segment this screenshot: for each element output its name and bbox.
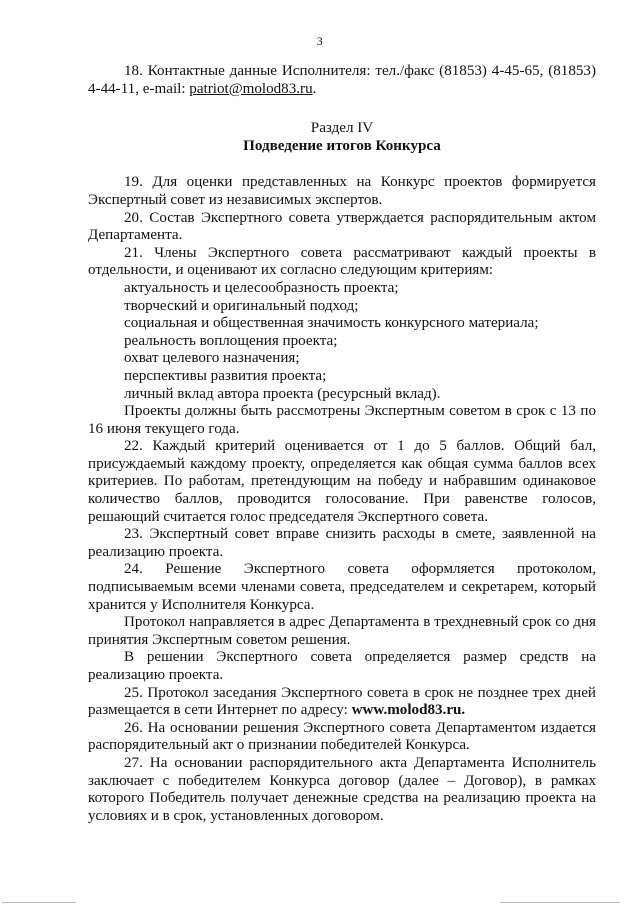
paragraph-24-protocol: Протокол направляется в адрес Департамента в трехдневный срок со дня принятия Экспертным советом решения. <box>88 614 596 648</box>
section-title: Раздел IV <box>310 120 374 137</box>
paragraph-24: 24. Решение Экспертного совета оформляется протоколом, подписываемым всеми членами совета, председателем и секретарем, который хранится у Исполнителя Конкурса. <box>88 561 596 613</box>
website-address: www.molod83.ru. <box>351 702 466 719</box>
paragraph-24-funds: В решении Экспертного совета определяется размер средств на реализацию проекта. <box>88 649 596 683</box>
contact-email-link[interactable]: patriot@molod83.ru <box>189 80 313 97</box>
section-subtitle: Подведение итогов Конкурса <box>243 137 441 154</box>
criteria-list <box>88 280 596 403</box>
document-body <box>88 63 596 825</box>
contact-text: 18. Контактные данные Исполнителя: тел./факс (81853) 4-45-65, (81853) 4-44-11, e-mail: <box>88 63 596 97</box>
contact-paragraph <box>88 63 596 98</box>
criteria-item: творческий и оригинальный подход; <box>124 297 359 314</box>
paragraph-26: 26. На основании решения Экспертного совета Департаментом издается распорядительный акт о признании победителей Конкурса. <box>88 719 596 754</box>
criteria-item: реальность воплощения проекта; <box>124 332 338 349</box>
paragraph-19: 19. Для оценки представленных на Конкурс проектов формируется Экспертный совет из независимых экспертов. <box>88 174 596 208</box>
paragraph-23: 23. Экспертный совет вправе снизить расходы в смете, заявленной на реализацию проекта. <box>88 526 596 560</box>
paragraph-20: 20. Состав Экспертного совета утверждается распорядительным актом Департамента. <box>88 209 596 244</box>
paragraph-21-deadline: Проекты должны быть рассмотрены Экспертным советом в срок с 13 по 16 июня текущего года. <box>88 403 596 437</box>
paragraph-25 <box>88 685 596 720</box>
criteria-item: актуальность и целесообразность проекта; <box>124 279 399 296</box>
bottom-edge-mark-left <box>2 902 76 903</box>
criteria-item: охват целевого назначения; <box>124 350 300 367</box>
criteria-item: личный вклад автора проекта (ресурсный вклад). <box>124 385 441 402</box>
section-heading <box>88 120 596 155</box>
bottom-edge-mark-right <box>500 902 620 903</box>
paragraph-22: 22. Каждый критерий оценивается от 1 до 5 баллов. Общий бал, присуждаемый каждому проекту, определяется как общая сумма баллов всех критериев. По работам, претендующим на победу и набравшим одинаковое количество баллов, проводится голосование. При равенстве голосов, решающий считается голос председателя Экспертного совета. <box>88 438 596 525</box>
paragraph-25-text: 25. Протокол заседания Экспертного совета в срок не позднее трех дней размещается в сети Интернет по адресу: <box>88 684 596 719</box>
criteria-item: перспективы развития проекта; <box>124 367 327 384</box>
paragraph-21: 21. Члены Экспертного совета рассматривают каждый проекты в отдельности, и оценивают их согласно следующим критериям: <box>88 244 596 279</box>
paragraph-27: 27. На основании распорядительного акта Департамента Исполнитель заключает с победителем Конкурса договор (далее – Договор), в рамках которого Победитель получает денежные средства на реализацию проекта на условиях и в срок, установленных договором. <box>88 754 596 824</box>
page-number: 3 <box>316 34 324 48</box>
contact-tail: . <box>312 80 317 97</box>
criteria-item: социальная и общественная значимость конкурсного материала; <box>124 315 539 332</box>
